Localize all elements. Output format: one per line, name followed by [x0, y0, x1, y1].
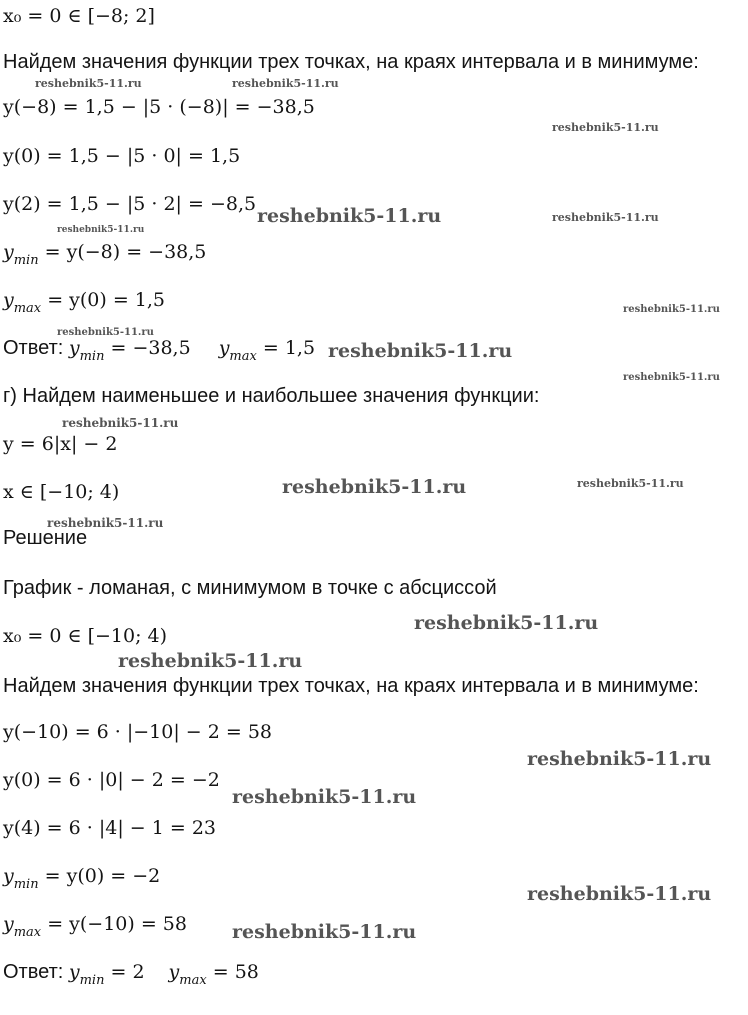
answer-ymin-subscript: min	[79, 973, 105, 988]
answer-ymax-value: = 1,5	[256, 337, 316, 359]
watermark: reshebnik5-11.ru	[232, 77, 339, 90]
calc-line-v-3: y(2) = 1,5 − |5 · 2| = −8,5	[3, 193, 257, 215]
watermark: reshebnik5-11.ru	[57, 327, 154, 338]
answer-line-g	[3, 960, 259, 987]
answer-ymax-symbol: y	[168, 961, 180, 983]
ymax-symbol: y	[3, 913, 14, 935]
watermark: reshebnik5-11.ru	[577, 477, 684, 490]
watermark: reshebnik5-11.ru	[57, 225, 145, 235]
calc-line-g-3: y(4) = 6 · |4| − 1 = 23	[3, 817, 217, 839]
ymin-symbol: y	[3, 865, 14, 887]
ymin-line-v	[3, 240, 206, 267]
answer-prefix: Ответ:	[3, 337, 69, 359]
ymin-expr: = y(−8) = −38,5	[38, 241, 207, 263]
watermark: reshebnik5-11.ru	[552, 211, 659, 224]
ymax-line-v	[3, 288, 165, 315]
watermark: reshebnik5-11.ru	[552, 121, 659, 134]
watermark: reshebnik5-11.ru	[282, 476, 467, 498]
watermark: reshebnik5-11.ru	[414, 612, 599, 634]
solution-label: Решение	[3, 527, 88, 549]
answer-ymax-subscript: max	[229, 349, 257, 364]
watermark: reshebnik5-11.ru	[47, 516, 164, 530]
ymax-subscript: max	[13, 925, 42, 940]
ymin-subscript: min	[13, 877, 39, 892]
watermark: reshebnik5-11.ru	[232, 921, 417, 943]
calc-line-v-2: y(0) = 1,5 − |5 · 0| = 1,5	[3, 145, 241, 167]
answer-ymax-symbol: y	[218, 337, 230, 359]
ymax-symbol: y	[3, 289, 14, 311]
heading-g: г) Найдем наименьшее и наибольшее значения функции:	[3, 385, 540, 407]
answer-ymin-symbol: y	[68, 961, 80, 983]
calc-line-g-1: y(−10) = 6 · |−10| − 2 = 58	[3, 721, 273, 743]
ymin-symbol: y	[3, 241, 14, 263]
ymin-line-g	[3, 864, 160, 891]
intro-text-g: Найдем значения функции трех точках, на краях интервала и в минимуме:	[3, 675, 699, 697]
watermark: reshebnik5-11.ru	[328, 340, 513, 362]
answer-ymin-value: = −38,5	[104, 337, 191, 359]
ymax-expr: = y(−10) = 58	[41, 913, 187, 935]
watermark: reshebnik5-11.ru	[527, 748, 712, 770]
ymax-line-g	[3, 912, 187, 939]
x0-line-g: x₀ = 0 ∈ [−10; 4)	[3, 625, 168, 647]
function-line-g: y = 6|x| − 2	[3, 433, 118, 455]
answer-ymax-subscript: max	[179, 973, 207, 988]
answer-line-v	[3, 336, 315, 363]
ymax-expr: = y(0) = 1,5	[41, 289, 166, 311]
answer-prefix: Ответ:	[3, 961, 69, 983]
watermark: reshebnik5-11.ru	[527, 883, 712, 905]
graph-note: График - ломаная, с минимумом в точке с абсциссой	[3, 577, 497, 599]
watermark: reshebnik5-11.ru	[257, 205, 442, 227]
watermark: reshebnik5-11.ru	[62, 416, 179, 430]
answer-ymin-symbol: y	[68, 337, 80, 359]
answer-ymin-subscript: min	[79, 349, 105, 364]
watermark: reshebnik5-11.ru	[118, 650, 303, 672]
ymin-expr: = y(0) = −2	[38, 865, 161, 887]
answer-ymax-value: = 58	[206, 961, 259, 983]
calc-line-v-1: y(−8) = 1,5 − |5 · (−8)| = −38,5	[3, 96, 315, 118]
answer-ymin-value: = 2	[104, 961, 145, 983]
watermark: reshebnik5-11.ru	[35, 77, 142, 90]
watermark: reshebnik5-11.ru	[623, 304, 720, 315]
watermark: reshebnik5-11.ru	[623, 372, 720, 383]
watermark: reshebnik5-11.ru	[232, 786, 417, 808]
ymax-subscript: max	[13, 301, 42, 316]
ymin-subscript: min	[13, 253, 39, 268]
x0-line-v: x₀ = 0 ∈ [−8; 2]	[3, 5, 155, 27]
domain-line-g: x ∈ [−10; 4)	[3, 481, 120, 503]
calc-line-g-2: y(0) = 6 · |0| − 2 = −2	[3, 769, 220, 791]
intro-text-v: Найдем значения функции трех точках, на краях интервала и в минимуме:	[3, 51, 699, 73]
